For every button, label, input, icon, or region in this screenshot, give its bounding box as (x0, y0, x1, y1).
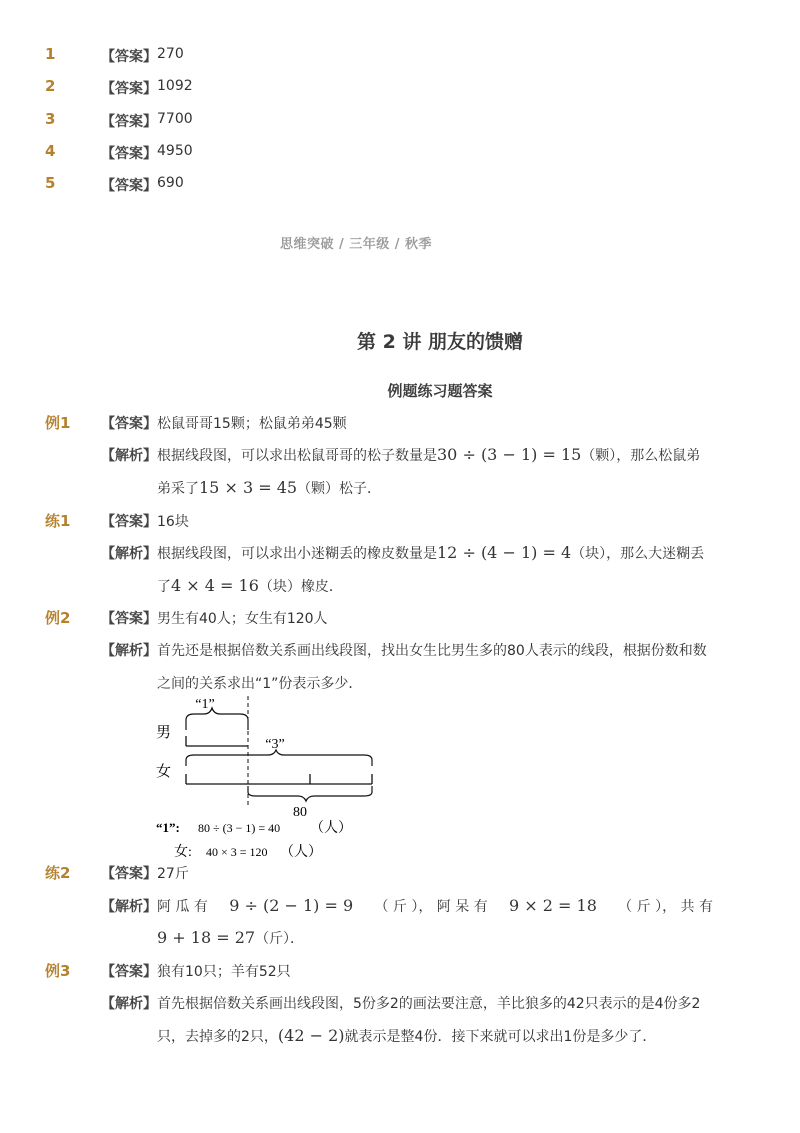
boy-label: 男 (156, 725, 172, 741)
math-expression: 9 ÷ (2 − 1) = 9 (229, 896, 354, 915)
math-expression: 15 × 3 = 45 (199, 478, 298, 497)
analysis-tag: 【解析】 (101, 643, 157, 659)
analysis-text: （块），那么大迷糊丢 (571, 546, 705, 562)
answer-number: 2 (45, 77, 56, 95)
answer-text: 松鼠哥哥15颗；松鼠弟弟45颗 (157, 416, 347, 432)
segment-diagram (150, 690, 390, 865)
analysis-line (157, 576, 343, 596)
item-label: 例2 (45, 609, 71, 627)
math-expression: 9 + 18 = 27 (157, 928, 256, 947)
answer-tag: 【答案】 (101, 81, 157, 97)
analysis-text: 之间的关系求出“1”份表示多少． (157, 676, 363, 692)
analysis-text: 根据线段图，可以求出小迷糊丢的橡皮数量是 (157, 546, 437, 562)
diff-label: 80 (293, 805, 307, 820)
answer-text: 男生有40人；女生有120人 (157, 611, 328, 627)
answer-value: 4950 (157, 143, 193, 159)
analysis-text: 首先还是根据倍数关系画出线段图，找出女生比男生多的80人表示的线段，根据份数和数 (157, 643, 707, 659)
answer-number: 1 (45, 45, 56, 63)
calc-girl-expression: 40 × 3 = 120 (206, 845, 268, 859)
analysis-text: （ 斤 ）， 共 有 (618, 899, 713, 915)
calc-girl-unit: （人） (280, 845, 322, 860)
analysis-text: 只，去掉多的2只， (157, 1029, 278, 1045)
girl-label: 女 (156, 764, 172, 780)
analysis-text: （ 斤 ）， 阿 呆 有 (374, 899, 488, 915)
answer-value: 7700 (157, 111, 193, 127)
answer-tag: 【答案】 (101, 611, 157, 627)
calc-one-expression: 80 ÷ (3 − 1) = 40 (198, 821, 281, 835)
diff-brace (248, 786, 372, 801)
answer-tag: 【答案】 (101, 146, 157, 162)
answer-text: 16块 (157, 514, 189, 530)
answer-tag: 【答案】 (101, 178, 157, 194)
item-label: 例1 (45, 414, 71, 432)
math-expression: 4 × 4 = 16 (171, 576, 259, 595)
analysis-text: 弟采了 (157, 481, 199, 497)
analysis-tag: 【解析】 (101, 996, 157, 1012)
answer-text: 27斤 (157, 866, 189, 882)
analysis-text: 就表示是整4份．接下来就可以求出1份是多少了． (344, 1029, 657, 1045)
answer-tag: 【答案】 (101, 866, 157, 882)
answer-number: 3 (45, 110, 56, 128)
answer-tag: 【答案】 (101, 49, 157, 65)
calc-girl-prefix: 女: (174, 845, 192, 860)
answer-value: 270 (157, 46, 184, 62)
analysis-line (157, 445, 700, 465)
analysis-text: （颗），那么松鼠弟 (581, 448, 701, 464)
answer-tag: 【答案】 (101, 964, 157, 980)
item-label: 例3 (45, 962, 71, 980)
math-expression: 9 × 2 = 18 (509, 896, 597, 915)
answer-tag: 【答案】 (101, 114, 157, 130)
analysis-tag: 【解析】 (101, 546, 157, 562)
analysis-line (157, 1026, 656, 1046)
three-brace (186, 750, 372, 766)
answer-tag: 【答案】 (101, 416, 157, 432)
math-expression: (42 − 2) (277, 1026, 345, 1045)
analysis-tag: 【解析】 (101, 448, 157, 464)
answer-number: 4 (45, 142, 56, 160)
analysis-line (157, 928, 304, 948)
item-label: 练1 (45, 512, 71, 530)
analysis-tag: 【解析】 (101, 899, 157, 915)
answer-tag: 【答案】 (101, 514, 157, 530)
answer-number: 5 (45, 174, 56, 192)
calc-one-prefix: “1”: (156, 820, 180, 835)
analysis-line (157, 478, 381, 498)
one-label: “1” (195, 697, 215, 712)
answer-value: 1092 (157, 78, 193, 94)
answer-text: 狼有10只；羊有52只 (157, 964, 291, 980)
lecture-title: 第 2 讲 朋友的馈赠 (356, 331, 524, 353)
math-expression: 12 ÷ (4 − 1) = 4 (437, 543, 572, 562)
math-expression: 30 ÷ (3 − 1) = 15 (437, 445, 582, 464)
analysis-text: （颗）松子． (297, 481, 382, 497)
analysis-text: 了 (157, 579, 171, 595)
analysis-text: 根据线段图，可以求出松鼠哥哥的松子数量是 (157, 448, 437, 464)
analysis-text: 首先根据倍数关系画出线段图，5份多2的画法要注意，羊比狼多的42只表示的是4份多2 (157, 996, 701, 1012)
page-footer: 思维突破 / 三年级 / 秋季 (279, 237, 433, 252)
analysis-text: 阿 瓜 有 (157, 899, 208, 915)
three-label: “3” (265, 737, 285, 752)
calc-one-unit: （人） (310, 821, 352, 836)
analysis-text: （块）橡皮． (258, 579, 343, 595)
section-subtitle: 例题练习题答案 (387, 382, 493, 400)
item-label: 练2 (45, 864, 71, 882)
analysis-line (157, 896, 713, 916)
answer-value: 690 (157, 175, 184, 191)
analysis-line (157, 543, 704, 563)
analysis-text: （斤）． (255, 931, 305, 947)
